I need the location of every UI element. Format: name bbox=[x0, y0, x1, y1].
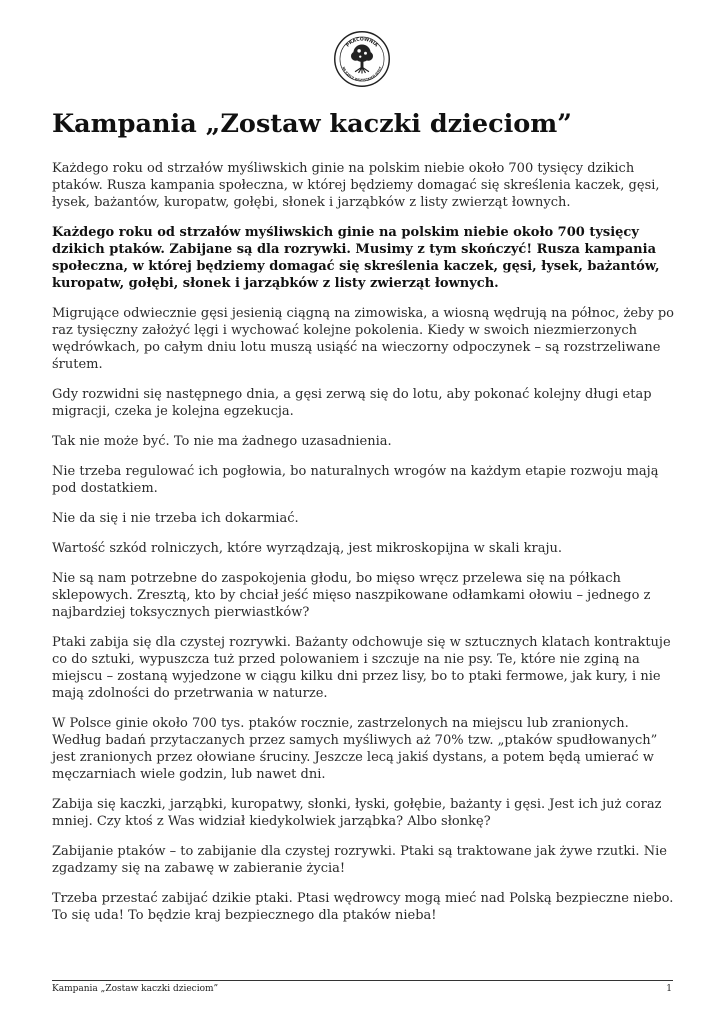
paragraph: Nie trzeba regulować ich pogłowia, bo naturalnych wrogów na każdym etapie rozwoju mają pod dostatkiem. bbox=[52, 464, 659, 496]
page-number: 1 bbox=[666, 984, 672, 994]
tree-seal-logo-icon bbox=[333, 30, 391, 88]
article-body bbox=[52, 160, 676, 937]
page-title: Kampania „Zostaw kaczki dzieciom” bbox=[52, 109, 572, 139]
paragraph: Trzeba przestać zabijać dzikie ptaki. Ptasi wędrowcy mogą mieć nad Polską bezpieczne niebo. To się uda! To będzie kraj bezpiecznego dla ptaków nieba! bbox=[52, 891, 674, 923]
paragraph-intro: Każdego roku od strzałów myśliwskich ginie na polskim niebie około 700 tysięcy dzikich ptaków. Rusza kampania społeczna, w której będziemy domagać się skreślenia kaczek, gęsi, łysek, bażantów, kuropatw, gołębi, słonek i jarząbków z listy zwierząt łownych. bbox=[52, 161, 660, 210]
footer-title: Kampania „Zostaw kaczki dzieciom” bbox=[52, 984, 219, 994]
logo-text-top: PRACOWNIA bbox=[345, 37, 379, 49]
paragraph: Migrujące odwiecznie gęsi jesienią ciągną na zimowiska, a wiosną wędrują na północ, żeby po raz tysięczny założyć lęgi i wychować kolejne pokolenia. Kiedy w swoich niezmierzonych wędrówkach, po całym dniu lotu muszą usiąść na wieczorny odpoczynek – są rozstrzeliwane śrutem. bbox=[52, 306, 674, 372]
paragraph: W Polsce ginie około 700 tys. ptaków rocznie, zastrzelonych na miejscu lub zranionych. Według badań przytaczanych przez samych myśliwych aż 70% tzw. „ptaków spudłowanych” jest zranionych przez ołowiane śruciny. Jeszcze lecą jakiś dystans, a potem będą umierać w męczarniach wiele godzin, lub nawet dni. bbox=[52, 716, 658, 782]
paragraph-lead-bold: Każdego roku od strzałów myśliwskich ginie na polskim niebie około 700 tysięcy dzikich ptaków. Zabijane są dla rozrywki. Musimy z tym skończyć! Rusza kampania społeczna, w której będziemy domagać się skreślenia kaczek, gęsi, łysek, bażantów, kuropatw, gołębi, słonek i jarząbków z listy zwierząt łownych. bbox=[52, 225, 660, 291]
footer-divider bbox=[52, 980, 673, 981]
paragraph: Ptaki zabija się dla czystej rozrywki. Bażanty odchowuje się w sztucznych klatach kontraktuje co do sztuki, wypuszcza tuż przed polowaniem i szczuje na nie psy. Te, które nie zginą na miejscu – zostaną wyjedzone w ciągu kilku dni przez lisy, bo to ptaki fermowe, jak kury, i nie mają zdolności do przetrwania w naturze. bbox=[52, 635, 671, 701]
paragraph: Gdy rozwidni się następnego dnia, a gęsi zerwą się do lotu, aby pokonać kolejny długi etap migracji, czeka je kolejna egzekucja. bbox=[52, 387, 652, 419]
paragraph: Tak nie może być. To nie ma żadnego uzasadnienia. bbox=[52, 434, 392, 449]
paragraph: Wartość szkód rolniczych, które wyrządzają, jest mikroskopijna w skali kraju. bbox=[52, 541, 563, 556]
paragraph: Zabija się kaczki, jarząbki, kuropatwy, słonki, łyski, gołębie, bażanty i gęsi. Jest ich już coraz mniej. Czy ktoś z Was widział kiedykolwiek jarząbka? Albo słonkę? bbox=[52, 797, 662, 829]
logo-text-bottom: NA RZECZ WSZYSTKICH ISTOT bbox=[341, 66, 383, 83]
paragraph: Nie da się i nie trzeba ich dokarmiać. bbox=[52, 511, 299, 526]
paragraph: Zabijanie ptaków – to zabijanie dla czystej rozrywki. Ptaki są traktowane jak żywe rzutki. Nie zgadzamy się na zabawę w zabieranie życia! bbox=[52, 844, 667, 876]
paragraph: Nie są nam potrzebne do zaspokojenia głodu, bo mięso wręcz przelewa się na półkach sklepowych. Zresztą, kto by chciał jeść mięso naszpikowane odłamkami ołowiu – jednego z najbardziej toksycznych pierwiastków? bbox=[52, 571, 651, 620]
